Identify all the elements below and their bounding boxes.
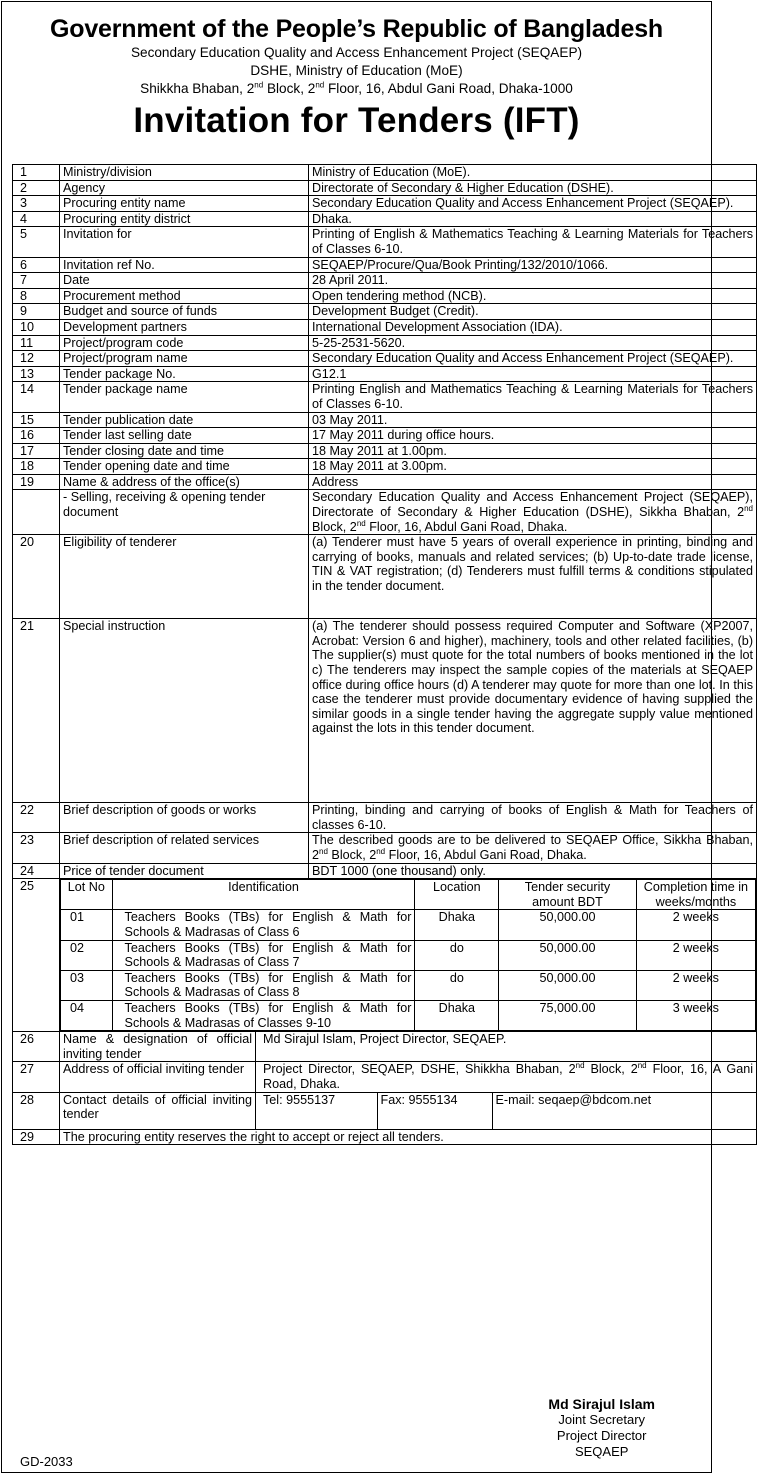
table-row xyxy=(13,474,757,490)
table-row xyxy=(13,335,757,351)
row-value: Secondary Education Quality and Access Enhancement Project (SEQAEP). xyxy=(309,351,757,367)
row-key: Procurement method xyxy=(60,288,309,304)
signature-block xyxy=(548,1396,655,1460)
lot-security: 75,000.00 xyxy=(499,1000,636,1030)
table-row xyxy=(13,304,757,320)
table-row: 21 Special instruction (a) The tenderer should possess required Computer and Software (XP2007, Acrobat: Version 6 and higher), machinery, tools and other related facilities, (b) The supplier(s) must quote for the total numbers of books mentioned in the lot c) The tenderers may inspect the sample copies of the materials at SEQAEP office during office hours (d) A tenderer may quote for more than one lot. In this case the tenderer must provide documentary evidence of having supplied the similar goods in a single tender having the aggregate supply value mentioned against the lots in this tender document. xyxy=(13,619,757,803)
row-number: 7 xyxy=(13,273,60,289)
row-value: Printing of English & Mathematics Teaching & Learning Materials for Teachers of Classes 6-10. xyxy=(309,227,757,257)
header xyxy=(2,14,711,142)
table-row xyxy=(13,428,757,444)
row-key: Date xyxy=(60,273,309,289)
lots-header xyxy=(61,880,756,910)
lot-security: 50,000.00 xyxy=(499,910,636,940)
row-value: Printing, binding and carrying of books of English & Math for Teachers of classes 6-10. xyxy=(309,803,757,833)
row-value: 28 April 2011. xyxy=(309,273,757,289)
col-identification: Identification xyxy=(112,880,415,910)
row-number: 12 xyxy=(13,351,60,367)
contact-email: E-mail: seqaep@bdcom.net xyxy=(492,1093,756,1129)
lots-rows xyxy=(61,910,756,1031)
row-value: 18 May 2011 at 1.00pm. xyxy=(309,443,757,459)
row-number: 9 xyxy=(13,304,60,320)
page-title: Invitation for Tenders (IFT) xyxy=(133,101,580,140)
ministry-line: DSHE, Ministry of Education (MoE) xyxy=(250,63,463,78)
signatory-org: SEQAEP xyxy=(574,1444,629,1459)
table-row xyxy=(13,288,757,304)
row-key: Tender package name xyxy=(60,382,309,412)
row-key: Agency xyxy=(60,180,309,196)
row-value: The described goods are to be delivered to SEQAEP Office, Sikkha Bhaban, 2nd Block, 2nd Floor, 16, Abdul Gani Road, Dhaka. xyxy=(309,833,757,863)
col-completion: Completion time in weeks/months xyxy=(636,880,755,910)
contact-fax: Fax: 9555134 xyxy=(377,1093,492,1129)
lot-row xyxy=(61,1000,756,1030)
row-number: 4 xyxy=(13,211,60,227)
address-line: Shikkha Bhaban, 2nd Block, 2nd Floor, 16, Abdul Gani Road, Dhaka-1000 xyxy=(140,80,573,96)
row-value: G12.1 xyxy=(309,366,757,382)
signatory-name: Md Sirajul Islam xyxy=(548,1396,655,1412)
contact-tel: Tel: 9555137 xyxy=(256,1093,377,1129)
signatory-role: Project Director xyxy=(556,1428,647,1443)
row-value: Address xyxy=(309,474,757,490)
row-key: Procuring entity name xyxy=(60,196,309,212)
table-row xyxy=(13,273,757,289)
row-number: 14 xyxy=(13,382,60,412)
row-value: (a) Tenderer must have 5 years of overall experience in printing, binding and carrying of books, manuals and related services; (b) Up-to-date trade license, TIN & VAT registration; (d) Tenderers must fulfill terms & conditions stipulated in the tender document. xyxy=(309,535,757,619)
lot-completion: 3 weeks xyxy=(636,1000,755,1030)
table-row xyxy=(13,351,757,367)
government-title: Government of the People’s Republic of Bangladesh xyxy=(50,15,663,43)
contact-cell xyxy=(256,1092,757,1129)
row-key: Tender closing date and time xyxy=(60,443,309,459)
row-key: Invitation for xyxy=(60,227,309,257)
lot-location: do xyxy=(415,940,499,970)
table-row: 23 Brief description of related services The described goods are to be delivered to SEQAEP Office, Sikkha Bhaban, 2nd Block, 2nd Floor, 16, Abdul Gani Road, Dhaka. xyxy=(13,833,757,863)
table-row xyxy=(13,165,757,181)
signatory-title: Joint Secretary xyxy=(558,1412,646,1427)
row-key: - Selling, receiving & opening tender document xyxy=(60,490,309,535)
table-row xyxy=(13,490,757,535)
row-key: Project/program code xyxy=(60,335,309,351)
table-row xyxy=(13,211,757,227)
lot-row xyxy=(61,970,756,1000)
table-row xyxy=(13,227,757,257)
col-security: Tender security amount BDT xyxy=(499,880,636,910)
table-row xyxy=(13,257,757,273)
table-row: 29 The procuring entity reserves the right to accept or reject all tenders. xyxy=(13,1129,757,1145)
row-value: Dhaka. xyxy=(309,211,757,227)
row-value: SEQAEP/Procure/Qua/Book Printing/132/2010/1066. xyxy=(309,257,757,273)
row-key: Price of tender document xyxy=(60,863,309,879)
row-key: Name & address of the office(s) xyxy=(60,474,309,490)
row-number: 17 xyxy=(13,443,60,459)
lot-location: do xyxy=(415,970,499,1000)
table-row: 26 Name & designation of official inviting tender Md Sirajul Islam, Project Director, SEQAEP. xyxy=(13,1032,757,1062)
lot-row xyxy=(61,940,756,970)
row-number: 1 xyxy=(13,165,60,181)
row-number: 16 xyxy=(13,428,60,444)
row-key: Budget and source of funds xyxy=(60,304,309,320)
col-lot: Lot No xyxy=(61,880,113,910)
lot-location: Dhaka xyxy=(415,910,499,940)
table-row xyxy=(13,366,757,382)
row-value: Printing English and Mathematics Teaching & Learning Materials for Teachers of Classes 6-10. xyxy=(309,382,757,412)
lot-identification: Teachers Books (TBs) for English & Math for Schools & Madrasas of Class 6 xyxy=(112,910,415,940)
table-row xyxy=(13,196,757,212)
lot-number: 02 xyxy=(61,940,113,970)
table-row: 20 Eligibility of tenderer (a) Tenderer must have 5 years of overall experience in printing, binding and carrying of books, manuals and related services; (b) Up-to-date trade license, TIN & VAT registration; (d) Tenderers must fulfill terms & conditions stipulated in the tender document. xyxy=(13,535,757,619)
row-number: 15 xyxy=(13,412,60,428)
col-location: Location xyxy=(415,880,499,910)
row-value: Open tendering method (NCB). xyxy=(309,288,757,304)
row-value: 18 May 2011 at 3.00pm. xyxy=(309,459,757,475)
row-key: Tender last selling date xyxy=(60,428,309,444)
lot-identification: Teachers Books (TBs) for English & Math for Schools & Madrasas of Classes 9-10 xyxy=(112,1000,415,1030)
row-number: 6 xyxy=(13,257,60,273)
row-value: Secondary Education Quality and Access Enhancement Project (SEQAEP). xyxy=(309,196,757,212)
row-key: Development partners xyxy=(60,319,309,335)
row-key: Address of official inviting tender xyxy=(60,1062,256,1092)
row-key: Eligibility of tenderer xyxy=(60,535,309,619)
row-value: Md Sirajul Islam, Project Director, SEQAEP. xyxy=(256,1032,757,1062)
table-row: 22 Brief description of goods or works Printing, binding and carrying of books of English & Math for Teachers of classes 6-10. xyxy=(13,803,757,833)
row-number: 8 xyxy=(13,288,60,304)
row-key: Name & designation of official inviting tender xyxy=(60,1032,256,1062)
lot-number: 04 xyxy=(61,1000,113,1030)
row-number: 11 xyxy=(13,335,60,351)
lot-number: 03 xyxy=(61,970,113,1000)
table-row xyxy=(13,382,757,412)
lots-table xyxy=(60,879,756,1031)
lot-row xyxy=(61,910,756,940)
lot-security: 50,000.00 xyxy=(499,940,636,970)
ift-table xyxy=(12,164,757,1145)
row-value: Development Budget (Credit). xyxy=(309,304,757,320)
table-row: 24 Price of tender document BDT 1000 (one thousand) only. xyxy=(13,863,757,879)
row-value: Ministry of Education (MoE). xyxy=(309,165,757,181)
row-value: Project Director, SEQAEP, DSHE, Shikkha Bhaban, 2nd Block, 2nd Floor, 16, A Gani Road, Dhaka. xyxy=(256,1062,757,1092)
table-row xyxy=(13,443,757,459)
row-key: Tender package No. xyxy=(60,366,309,382)
lot-identification: Teachers Books (TBs) for English & Math for Schools & Madrasas of Class 8 xyxy=(112,970,415,1000)
row-number: 2 xyxy=(13,180,60,196)
row-key: Procuring entity district xyxy=(60,211,309,227)
row-value: The procuring entity reserves the right to accept or reject all tenders. xyxy=(60,1129,757,1145)
table-row xyxy=(13,412,757,428)
row-number: 5 xyxy=(13,227,60,257)
lot-security: 50,000.00 xyxy=(499,970,636,1000)
row-key: Special instruction xyxy=(60,619,309,803)
row-key: Brief description of related services xyxy=(60,833,309,863)
lot-identification: Teachers Books (TBs) for English & Math for Schools & Madrasas of Class 7 xyxy=(112,940,415,970)
row-key: Tender publication date xyxy=(60,412,309,428)
row-value: 03 May 2011. xyxy=(309,412,757,428)
tender-notice xyxy=(1,1,754,1473)
lot-number: 01 xyxy=(61,910,113,940)
row-key: Invitation ref No. xyxy=(60,257,309,273)
row-number: 3 xyxy=(13,196,60,212)
table-row: 27 Address of official inviting tender Project Director, SEQAEP, DSHE, Shikkha Bhaban, 2nd Block, 2nd Floor, 16, A Gani Road, Dhaka. xyxy=(13,1062,757,1092)
row-key: Tender opening date and time xyxy=(60,459,309,475)
project-name: Secondary Education Quality and Access Enhancement Project (SEQAEP) xyxy=(130,45,583,60)
table-row xyxy=(13,459,757,475)
row-value: Directorate of Secondary & Higher Education (DSHE). xyxy=(309,180,757,196)
footer-code: GD-2033 xyxy=(20,1454,73,1469)
lot-location: Dhaka xyxy=(415,1000,499,1030)
row-number: 13 xyxy=(13,366,60,382)
lot-completion: 2 weeks xyxy=(636,910,755,940)
row-value: 17 May 2011 during office hours. xyxy=(309,428,757,444)
row-key: Ministry/division xyxy=(60,165,309,181)
row-key: Brief description of goods or works xyxy=(60,803,309,833)
row-key: Contact details of official inviting tender xyxy=(60,1092,256,1129)
row-key: Project/program name xyxy=(60,351,309,367)
lot-completion: 2 weeks xyxy=(636,970,755,1000)
table-row: 25 Lot No Identification Location Tender security amount BDT Completion time in weeks/months 01 Teachers Books (TBs) for English & Math for Schools & Madrasas of Class 6 Dhaka 50,000.00 2 weeks 02 Teachers Books (TBs) for English & Math for Schools & Madrasas of Class 7 do 50,000.00 2 weeks 03 Teachers Books (TBs) for English & Math for Schools & Madrasas of Class 8 do 50,000.00 2 weeks 04 Teachers Books (TBs) for English & Math for Schools & Madrasas of Classes 9-10 Dhaka 75,000.00 3 weeks xyxy=(13,879,757,1032)
row-number: 18 xyxy=(13,459,60,475)
ift-rows xyxy=(13,165,757,490)
row-value: International Development Association (IDA). xyxy=(309,319,757,335)
row-number: 19 xyxy=(13,474,60,490)
table-row: 28 Contact details of official inviting tender Tel: 9555137 Fax: 9555134 E-mail: seqaep@bdcom.net xyxy=(13,1092,757,1129)
row-value: (a) The tenderer should possess required Computer and Software (XP2007, Acrobat: Version 6 and higher), machinery, tools and other related facilities, (b) The supplier(s) must quote for the total numbers of books mentioned in the lot c) The tenderers may inspect the sample copies of the materials at SEQAEP office during office hours (d) A tenderer may quote for more than one lot. In this case the tenderer must provide documentary evidence of having supplied the similar goods in a single tender having the aggregate supply value mentioned against the lots in this tender document. xyxy=(309,619,757,803)
row-value: Secondary Education Quality and Access Enhancement Project (SEQAEP), Directorate of Secondary & Higher Education (DSHE), Sikkha Bhaban, 2nd Block, 2nd Floor, 16, Abdul Gani Road, Dhaka. xyxy=(309,490,757,535)
lot-completion: 2 weeks xyxy=(636,940,755,970)
table-row xyxy=(13,319,757,335)
table-row xyxy=(13,180,757,196)
row-number: 10 xyxy=(13,319,60,335)
row-value: 5-25-2531-5620. xyxy=(309,335,757,351)
row-value: BDT 1000 (one thousand) only. xyxy=(309,863,757,879)
ift-rows-bottom xyxy=(13,490,757,1145)
lots-cell xyxy=(60,879,757,1032)
